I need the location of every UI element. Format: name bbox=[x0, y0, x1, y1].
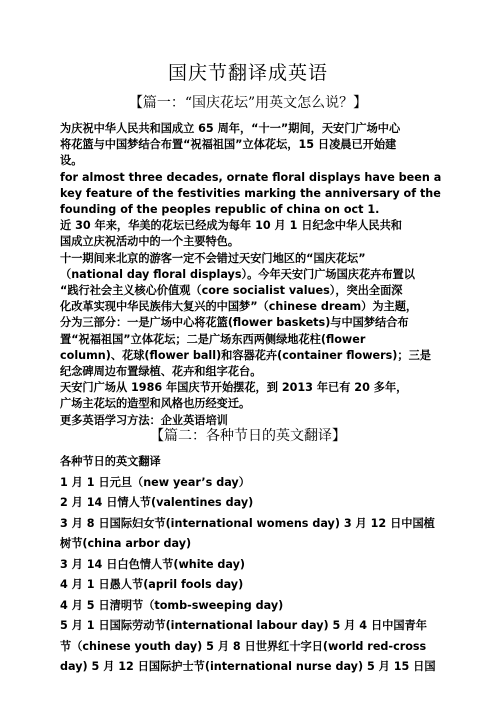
section-heading-2: 【篇二：各种节日的英文翻译】 bbox=[150, 428, 346, 444]
list-item: 树节(china arbor day) bbox=[60, 537, 192, 550]
text-line: （national day floral displays）。今年天安门广场国庆花卉布置以 bbox=[60, 267, 415, 281]
list-item: 节（chinese youth day) 5 月 8 日世界红十字日(world red-cross bbox=[60, 639, 427, 653]
list-item: 2 月 14 日情人节(valentines day) bbox=[60, 496, 254, 509]
section-heading-1: 【篇一：“国庆花坛”用英文怎么说？】 bbox=[128, 95, 368, 111]
list-item: 3 月 14 日白色情人节(white day) bbox=[60, 557, 246, 571]
text-line: 纪念碑周边布置绿植、花卉和组字花台。 bbox=[60, 365, 262, 379]
section-1-body bbox=[60, 121, 442, 429]
list-item: 5 月 1 日国际劳动节(international labour day) 5 月 4 日中国青年 bbox=[60, 619, 427, 632]
text-line: for almost three decades, ornate floral displays have been a bbox=[60, 170, 442, 184]
text-line: column)、花球(flower ball)和容器花卉(container flowers)；三是 bbox=[60, 348, 431, 362]
text-line: key feature of the festivities marking the anniversary of the bbox=[60, 186, 441, 200]
list-item: 3 月 8 日国际妇女节(international womens day) 3 月 12 日中国植 bbox=[60, 516, 435, 530]
text-line: 近 30 年来，华美的花坛已经成为每年 10 月 1 日纪念中华人民共和 bbox=[60, 219, 402, 233]
text-line: 天安门广场从 1986 年国庆节开始摆花，到 2013 年已有 20 多年， bbox=[60, 381, 408, 395]
holiday-list bbox=[60, 452, 442, 678]
text-line: “践行社会主义核心价值观（core socialist values），突出全面深 bbox=[60, 284, 403, 298]
text-line: 设。 bbox=[60, 154, 83, 168]
text-line: 国成立庆祝活动中的一个主要特色。 bbox=[60, 235, 240, 249]
text-line: 化改革实现中华民族伟大复兴的中国梦”（chinese dream）为主题， bbox=[60, 300, 418, 314]
text-line: founding of the peoples republic of china on oct 1. bbox=[60, 203, 380, 217]
text-line: 将花篮与中国梦结合布置“祝福祖国”立体花坛，15 日凌晨已开始建 bbox=[60, 138, 397, 152]
text-line: 分为三部分：一是广场中心将花篮(flower baskets)与中国梦结合布 bbox=[60, 316, 409, 330]
document-title: 国庆节翻译成英语 bbox=[167, 62, 328, 84]
text-line: 广场主花坛的造型和风格也历经变迁。 bbox=[60, 397, 251, 411]
text-line: 更多英语学习方法：企业英语培训 bbox=[60, 413, 228, 427]
list-item: day) 5 月 12 日国际护士节(international nurse day) 5 月 15 日国 bbox=[60, 660, 436, 673]
list-item: 4 月 5 日清明节（tomb-sweeping day) bbox=[60, 598, 284, 612]
text-line: 置“祝福祖国”立体花坛；二是广场东西两侧绿地花柱(flower bbox=[60, 332, 366, 346]
list-item: 1 月 1 日元旦（new year’s day） bbox=[60, 475, 250, 489]
text-line: 十一期间来北京的游客一定不会错过天安门地区的“国庆花坛” bbox=[60, 251, 366, 265]
text-line: 为庆祝中华人民共和国成立 65 周年，“十一”期间，天安门广场中心 bbox=[60, 122, 401, 135]
list-item: 各种节日的英文翻译 bbox=[60, 455, 161, 468]
list-item: 4 月 1 日愚人节(april fools day) bbox=[60, 578, 244, 591]
